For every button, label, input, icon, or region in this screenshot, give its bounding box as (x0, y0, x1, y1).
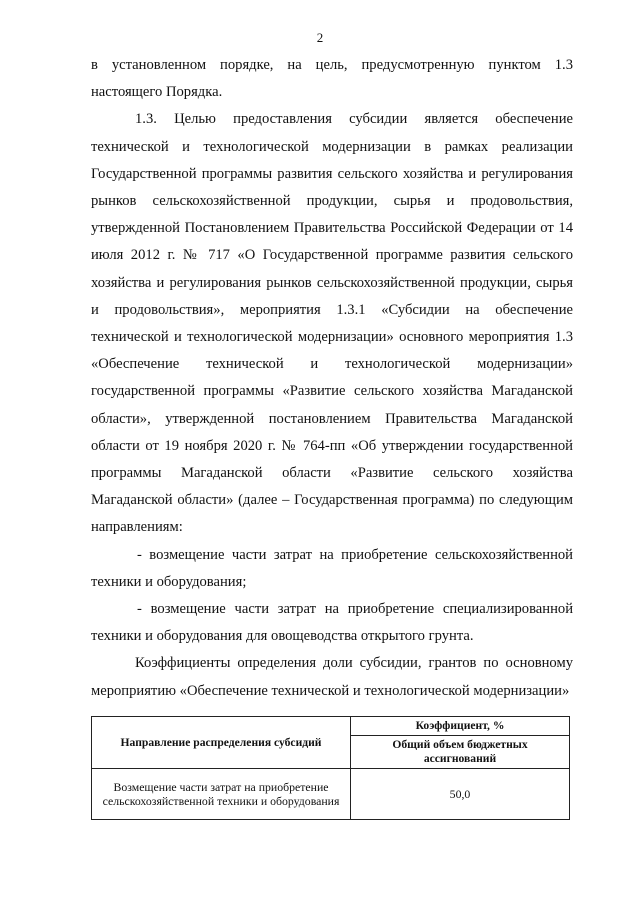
paragraph-1-3-goal: 1.3. Целью предоставления субсидии является обеспечение технической и технологической модернизации в рамках реализации Государственной программы развития сельского хозяйства и регулирования рынков сельскохозяйственной продукции, сырья и продовольствия, утвержденной Постановлением Правительства Российской Федерации от 14 июля 2012 г. № 717 «О Государственной программе развития сельского хозяйства и регулирования рынков сельскохозяйственной продукции, сырья и продовольствия», мероприятия 1.3.1 «Субсидии на обеспечение технической и технологической модернизации» основного мероприятия 1.3 «Обеспечение технической и технологической модернизации» государственной программы «Развитие сельского хозяйства Магаданской области», утвержденной постановлением Правительства Магаданской области от 19 ноября 2020 г. № 764-пп «Об утверждении государственной программы Магаданской области «Развитие сельского хозяйства Магаданской области» (далее – Государственная программа) по следующим направлениям: (91, 111, 573, 536)
header-total-budget: Общий объем бюджетных ассигнований (351, 736, 570, 769)
header-coefficient: Коэффициент, % (351, 717, 570, 736)
cell-direction: Возмещение части затрат на приобретение сельскохозяйственной техники и оборудования (92, 769, 351, 820)
document-body (91, 52, 573, 705)
coefficients-caption: Коэффициенты определения доли субсидии, грантов по основному мероприятию «Обеспечение технической и технологической модернизации» (91, 655, 573, 699)
header-direction: Направление распределения субсидий (92, 717, 351, 769)
direction-item-agricultural-machinery: - возмещение части затрат на приобретение сельскохозяйственной техники и оборудования; (91, 546, 573, 590)
coefficients-table-container (91, 716, 570, 820)
table-row (92, 769, 570, 820)
page-number: 2 (316, 30, 324, 45)
coefficients-table (91, 716, 570, 820)
direction-item-vegetable-equipment: - возмещение части затрат на приобретение специализированной техники и оборудования для овощеводства открытого грунта. (91, 601, 573, 645)
table-header-row (92, 717, 570, 736)
cell-coefficient-value: 50,0 (351, 769, 570, 820)
paragraph-continuation: в установленном порядке, на цель, предусмотренную пунктом 1.3 настоящего Порядка. (91, 57, 573, 101)
